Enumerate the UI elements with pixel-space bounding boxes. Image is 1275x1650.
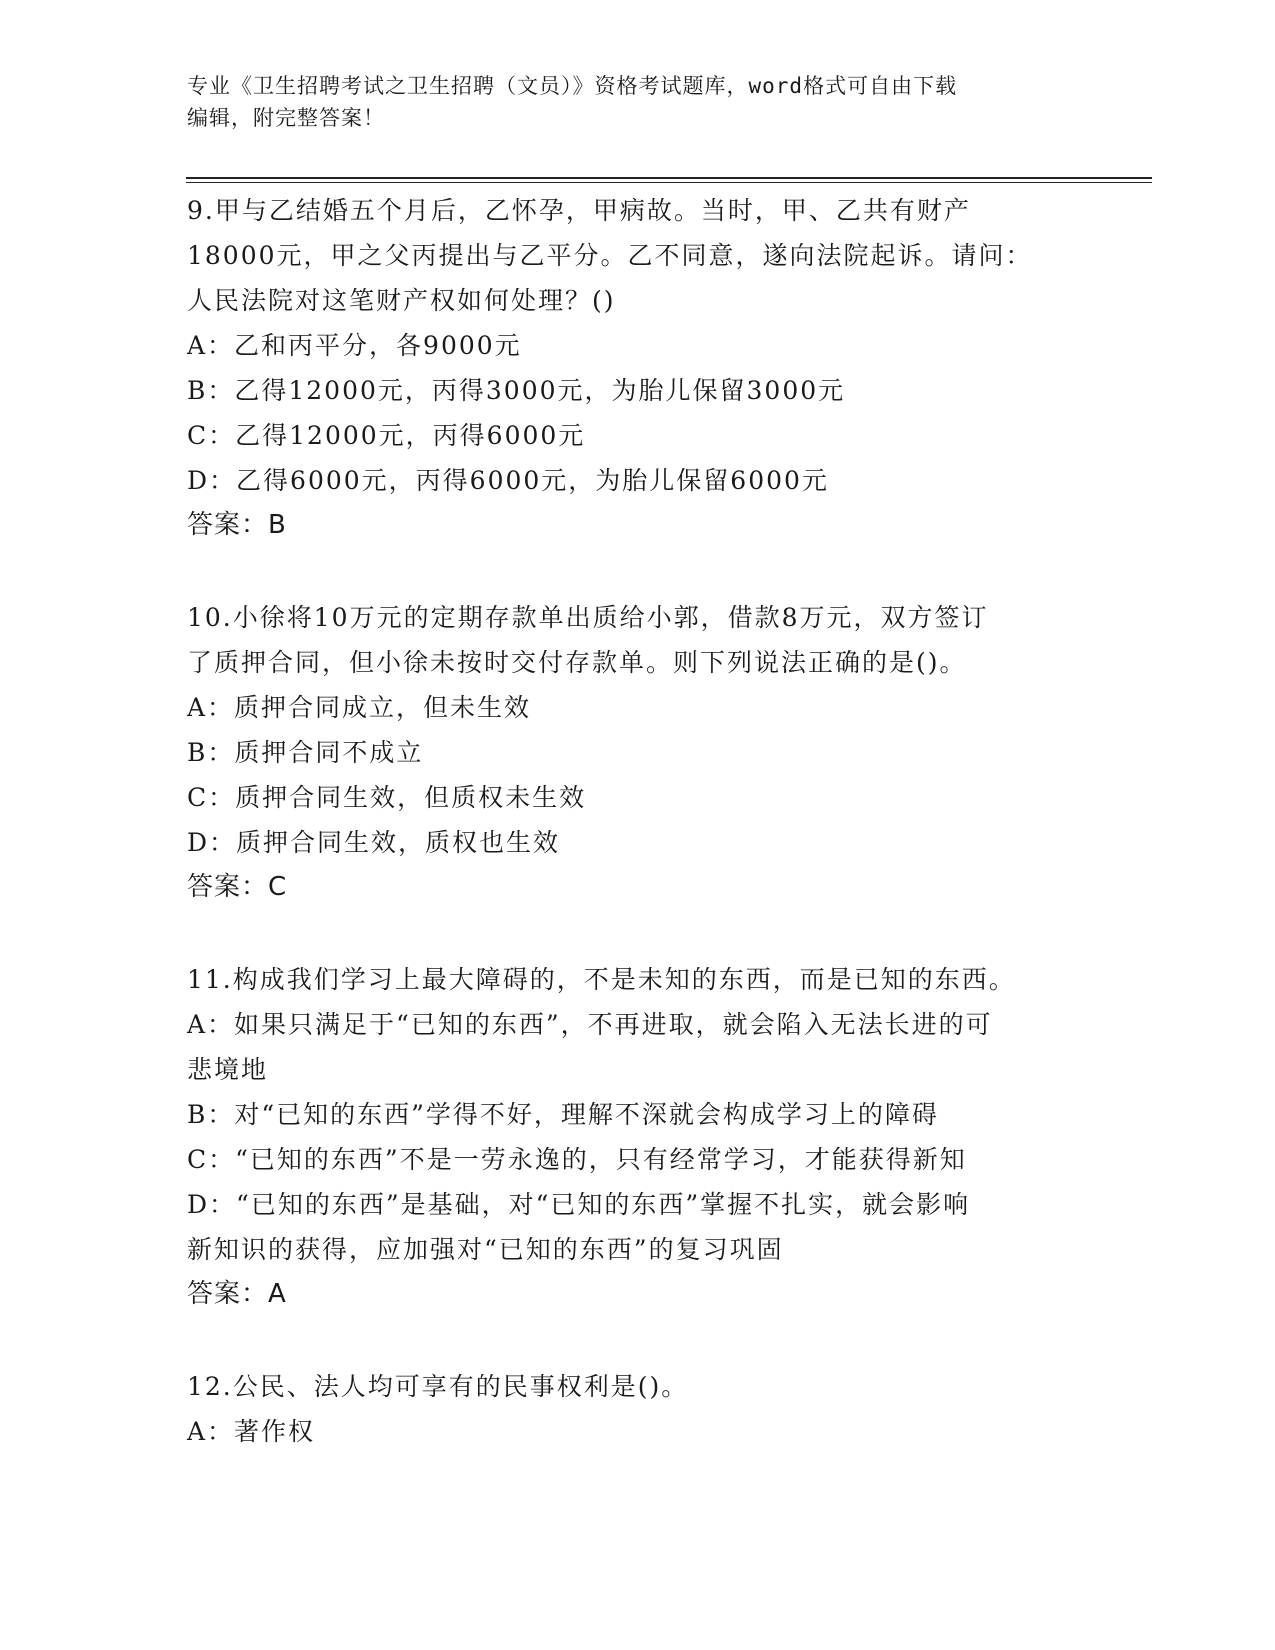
spacer — [187, 910, 1087, 957]
option-c: C：质押合同生效，但质权未生效 — [187, 783, 587, 812]
option-d: D：乙得6000元，丙得6000元，为胎儿保留6000元 — [187, 466, 829, 495]
option-d: D：质押合同生效，质权也生效 — [187, 828, 561, 857]
question-stem-line: 10.小徐将10万元的定期存款单出质给小郭，借款8万元，双方签订 — [187, 603, 989, 632]
question-list — [187, 188, 1087, 1454]
answer-label: 答案：B — [187, 510, 287, 540]
question-stem-line: 18000元，甲之父丙提出与乙平分。乙不同意，遂向法院起诉。请问： — [187, 241, 1033, 270]
header-divider-thin — [186, 182, 1152, 183]
option-a: A：如果只满足于“已知的东西”，不再进取，就会陷入无法长进的可 — [187, 1010, 993, 1039]
question-stem-line: 11.构成我们学习上最大障碍的，不是未知的东西，而是已知的东西。 — [187, 965, 1016, 994]
question-12 — [187, 1364, 1087, 1454]
question-stem-line: 12.公民、法人均可享有的民事权利是()。 — [187, 1372, 689, 1401]
question-11 — [187, 957, 1087, 1317]
question-9 — [187, 188, 1087, 548]
option-d-continued: 新知识的获得，应加强对“已知的东西”的复习巩固 — [187, 1235, 784, 1264]
question-stem-line: 了质押合同，但小徐未按时交付存款单。则下列说法正确的是()。 — [187, 648, 967, 677]
option-b: B：乙得12000元，丙得3000元，为胎儿保留3000元 — [187, 376, 846, 405]
option-c: C：乙得12000元，丙得6000元 — [187, 421, 586, 450]
answer-label: 答案：A — [187, 1279, 287, 1309]
header-divider-thick — [186, 177, 1152, 179]
spacer — [187, 1317, 1087, 1364]
answer-label: 答案：C — [187, 872, 288, 902]
option-a: A：质押合同成立，但未生效 — [187, 693, 532, 722]
question-stem-line: 人民法院对这笔财产权如何处理？() — [187, 286, 616, 315]
option-a: A：乙和丙平分，各9000元 — [187, 331, 522, 360]
option-c: C：“已知的东西”不是一劳永逸的，只有经常学习，才能获得新知 — [187, 1145, 967, 1174]
document-header — [187, 70, 1067, 134]
header-line-1: 专业《卫生招聘考试之卫生招聘（文员）》资格考试题库，word格式可自由下载 — [187, 74, 958, 98]
header-line-2: 编辑，附完整答案！ — [187, 106, 385, 130]
question-10 — [187, 595, 1087, 910]
option-a: A：著作权 — [187, 1417, 316, 1446]
spacer — [187, 548, 1087, 595]
option-b: B：质押合同不成立 — [187, 738, 424, 767]
option-a-continued: 悲境地 — [187, 1055, 269, 1084]
option-b: B：对“已知的东西”学得不好，理解不深就会构成学习上的障碍 — [187, 1100, 939, 1129]
option-d: D：“已知的东西”是基础，对“已知的东西”掌握不扎实，就会影响 — [187, 1190, 971, 1219]
question-stem-line: 9.甲与乙结婚五个月后，乙怀孕，甲病故。当时，甲、乙共有财产 — [187, 196, 971, 225]
